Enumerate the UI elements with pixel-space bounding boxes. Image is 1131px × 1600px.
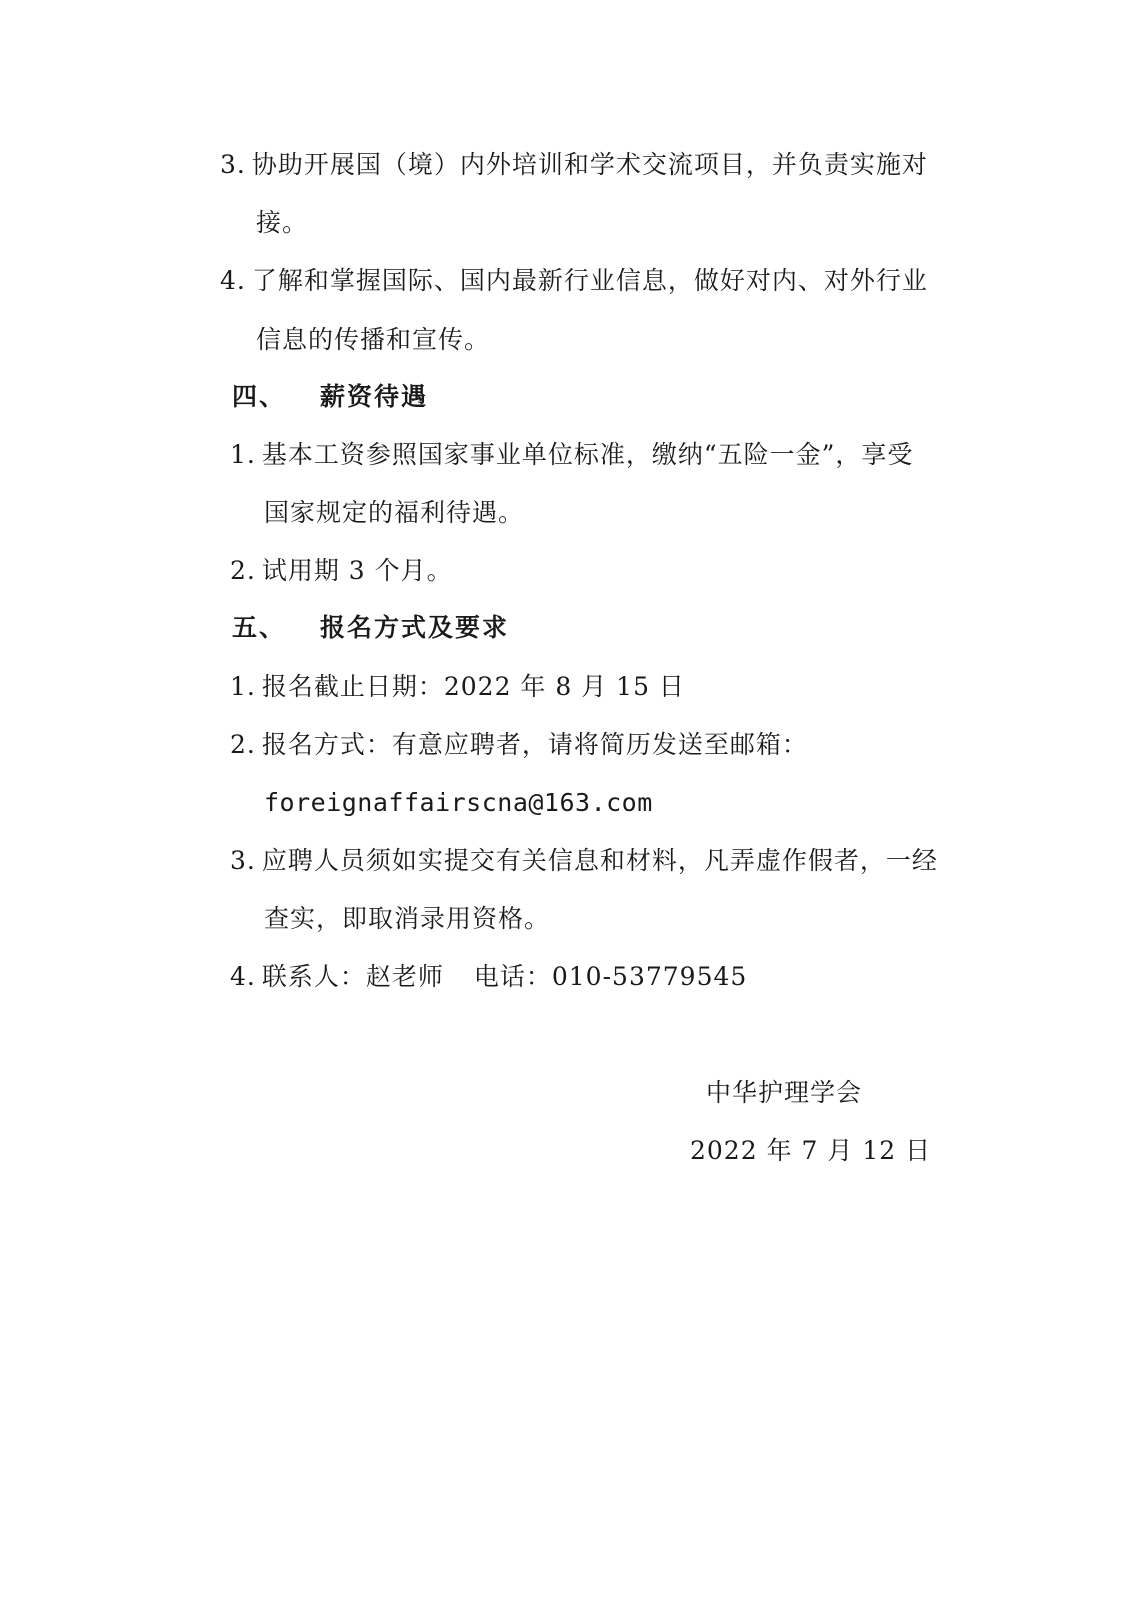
list-item-1-continuation: 国家规定的福利待遇。 [264,498,525,527]
signature-date: 2022 年 7 月 12 日 [690,1136,932,1165]
section-heading-text: 薪资待遇 [320,382,429,411]
list-item-3 [230,846,938,876]
list-item-3-continuation: 接。 [256,208,309,237]
section-heading-number: 四、 [232,382,287,411]
list-item-3 [220,150,928,180]
email-address[interactable]: foreignaffairscna@163.com [264,788,653,817]
list-item-number: 2. [230,556,256,585]
list-item-number: 4. [220,266,246,295]
section-heading-application [232,613,509,643]
list-item-number: 3. [220,150,246,179]
list-item-text: 协助开展国（境）内外培训和学术交流项目，并负责实施对 [251,150,928,179]
deadline-text: 报名截止日期：2022 年 8 月 15 日 [261,672,685,701]
contact-person: 联系人：赵老师 [261,962,444,991]
list-item-2 [230,730,808,760]
list-item-text: 应聘人员须如实提交有关信息和材料，凡弄虚作假者，一经 [261,846,938,875]
section-heading-number: 五、 [232,613,287,642]
list-item-number: 2. [230,730,256,759]
list-item-number: 4. [230,962,256,991]
section-heading-text: 报名方式及要求 [320,613,510,642]
list-item-text: 试用期 3 个月。 [261,556,453,585]
list-item-text: 基本工资参照国家事业单位标准，缴纳“五险一金”，享受 [261,440,914,469]
list-item-text: 了解和掌握国际、国内最新行业信息，做好对内、对外行业 [251,266,928,295]
list-item-1 [230,672,685,702]
list-item-number: 1. [230,672,256,701]
contact-phone: 电话：010-53779545 [473,962,748,991]
list-item-2 [230,556,453,586]
list-item-text: 报名方式：有意应聘者，请将简历发送至邮箱： [261,730,808,759]
list-item-4 [220,266,928,296]
signature-organization: 中华护理学会 [706,1078,863,1107]
list-item-1 [230,440,913,470]
list-item-4-continuation: 信息的传播和宣传。 [256,325,491,354]
list-item-number: 1. [230,440,256,469]
list-item-number: 3. [230,846,256,875]
list-item-4 [230,962,747,992]
list-item-3-continuation: 查实，即取消录用资格。 [264,904,551,933]
section-heading-salary [232,382,428,412]
